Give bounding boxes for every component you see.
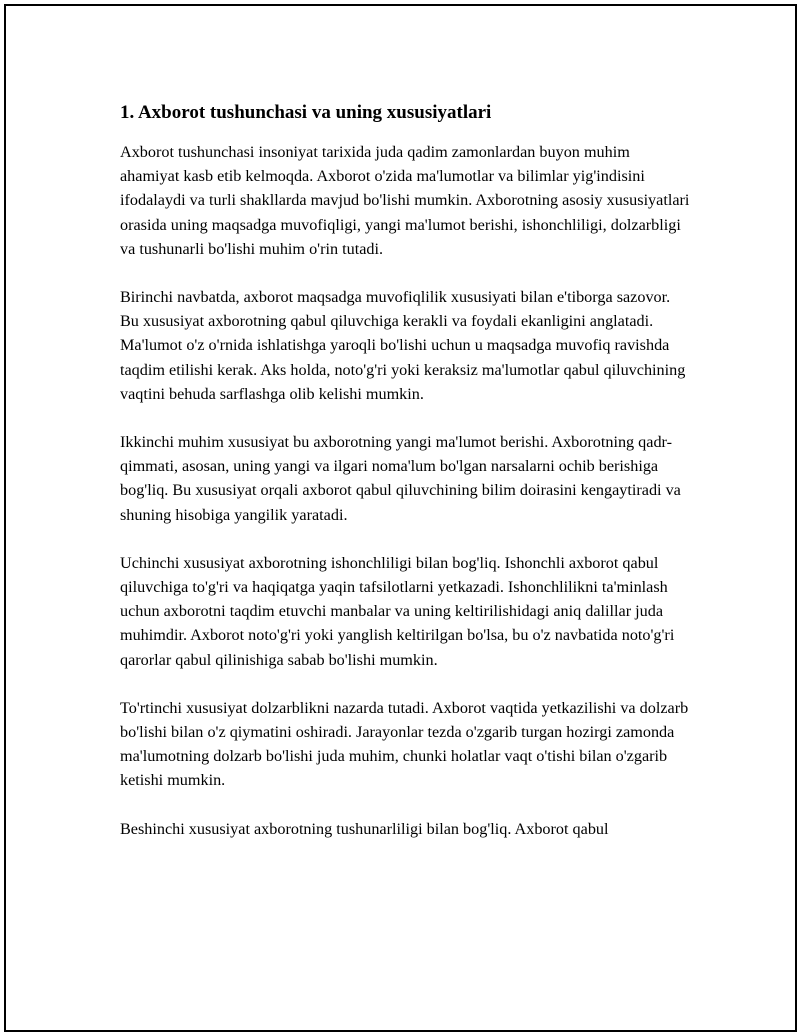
page-frame (4, 4, 797, 1032)
document-body (120, 100, 692, 865)
paragraph-fifth-property: Beshinchi xususiyat axborotning tushunarliligi bilan bog'liq. Axborot qabul (120, 819, 609, 838)
paragraph-third-property: Uchinchi xususiyat axborotning ishonchliligi bilan bog'liq. Ishonchli axborot qabul qiluvchiga to'g'ri va haqiqatga yaqin tafsilotlarni yetkazadi. Ishonchlilikni ta'minlash uchun axborotni taqdim etuvchi manbalar va uning keltirilishidagi aniq dalillar juda muhimdir. Axborot noto'g'ri yoki yanglish keltirilgan bo'lsa, bu o'z navbatida noto'g'ri qarorlar qabul qilinishiga sabab bo'lishi mumkin. (120, 553, 675, 669)
paragraph-second-property: Ikkinchi muhim xususiyat bu axborotning yangi ma'lumot berishi. Axborotning qadr-qimmati, asosan, uning yangi va ilgari noma'lum bo'lgan narsalarni ochib berishiga bog'liq. Bu xususiyat orqali axborot qabul qiluvchining bilim doirasini kengaytiradi va shuning hisobiga yangilik yaratadi. (120, 433, 681, 524)
paragraph-intro: Axborot tushunchasi insoniyat tarixida juda qadim zamonlardan buyon muhim ahamiyat kasb etib kelmoqda. Axborot o'zida ma'lumotlar va bilimlar yig'indisini ifodalaydi va turli shakllarda mavjud bo'lishi mumkin. Axborotning asosiy xususiyatlari orasida uning maqsadga muvofiqligi, yangi ma'lumot berishi, ishonchliligi, dolzarbligi va tushunarli bo'lishi muhim o'rin tutadi. (120, 143, 690, 258)
section-heading: 1. Axborot tushunchasi va uning xususiyatlari (120, 102, 492, 123)
paragraph-fourth-property: To'rtinchi xususiyat dolzarblikni nazarda tutadi. Axborot vaqtida yetkazilishi va dolzarb bo'lishi bilan o'z qiymatini oshiradi. Jarayonlar tezda o'zgarib turgan hozirgi zamonda ma'lumotning dolzarb bo'lishi juda muhim, chunki holatlar vaqt o'tishi bilan o'zgarib ketishi mumkin. (120, 698, 689, 790)
paragraph-first-property: Birinchi navbatda, axborot maqsadga muvofiqlilik xususiyati bilan e'tiborga sazovor. Bu xususiyat axborotning qabul qiluvchiga kerakli va foydali ekanligini anglatadi. Ma'lumot o'z o'rnida ishlatishga yaroqli bo'lishi uchun u maqsadga muvofiq ravishda taqdim etilishi kerak. Aks holda, noto'g'ri yoki keraksiz ma'lumotlar qabul qiluvchining vaqtini behuda sarflashga olib kelishi mumkin. (120, 288, 686, 403)
